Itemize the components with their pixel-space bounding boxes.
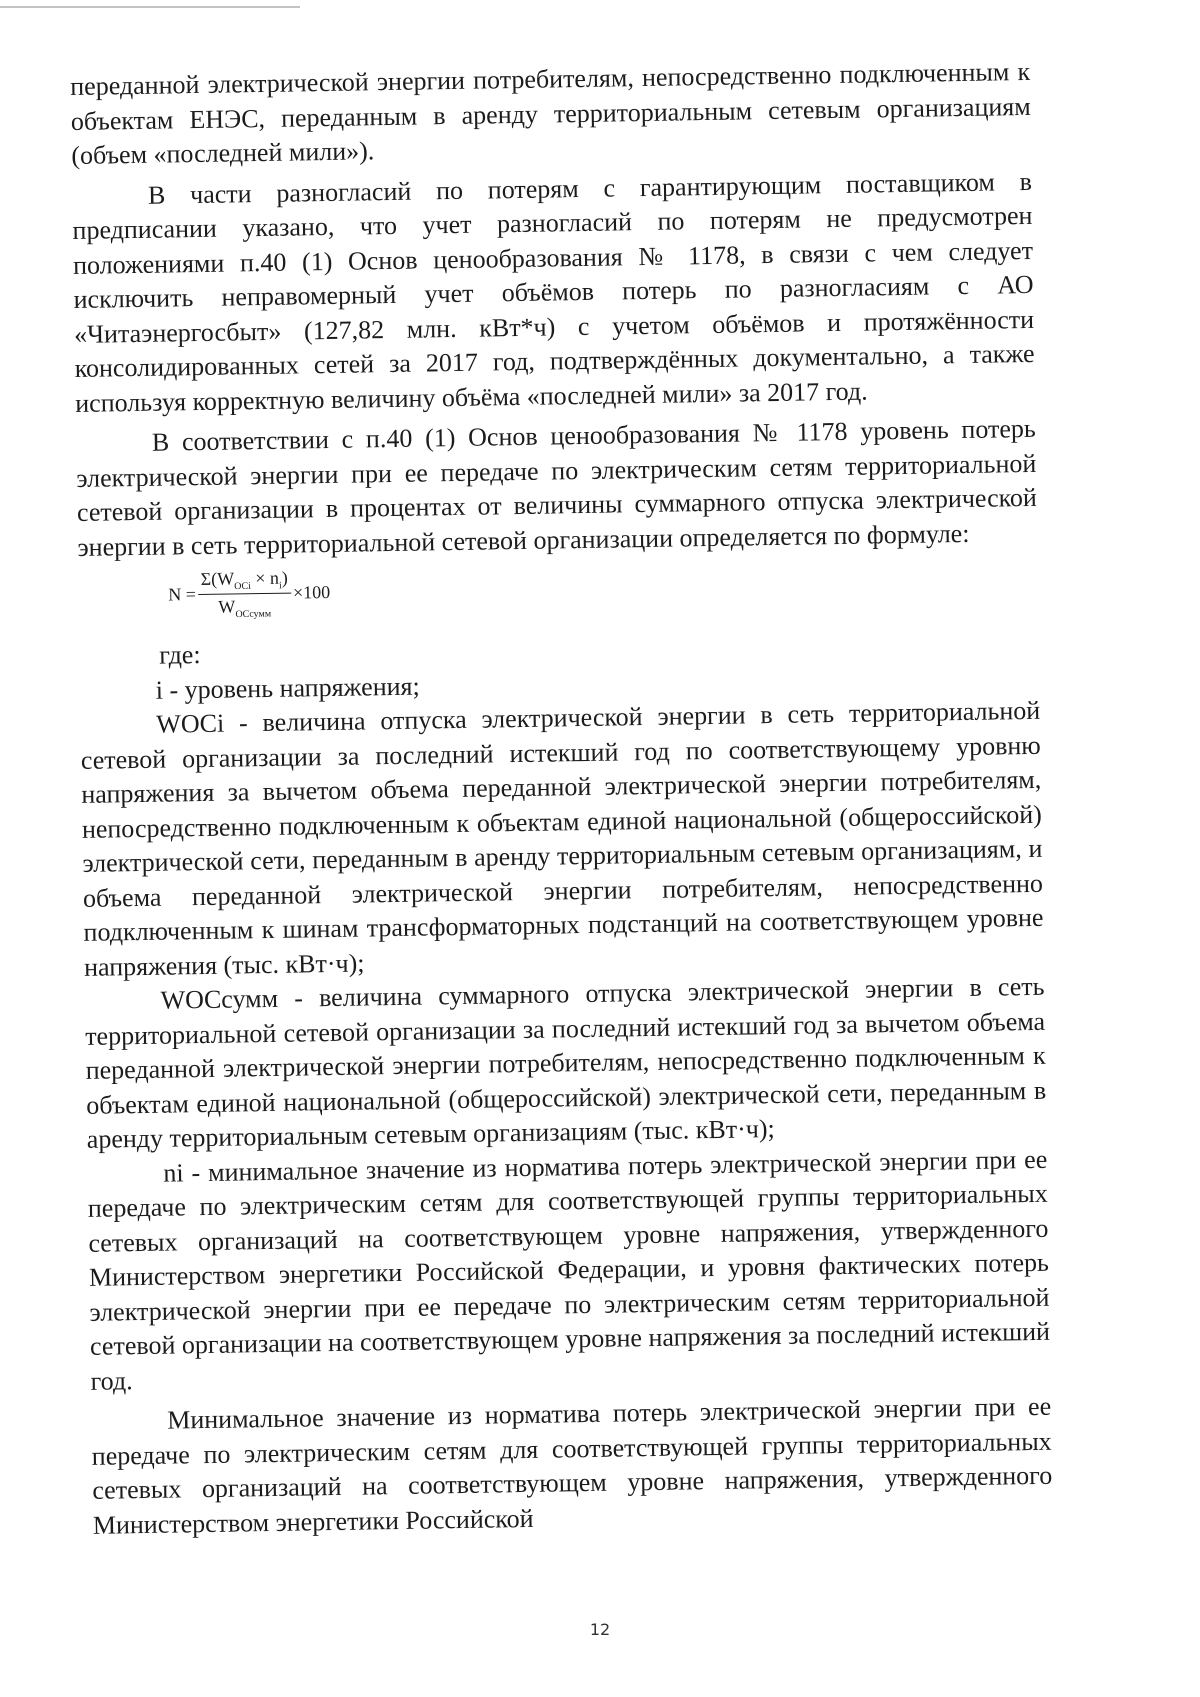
loss-level-formula [168,556,1039,621]
formula-lhs: N = [168,584,197,605]
formula-denominator: $W_{OCсумм}$ [218,596,272,620]
definition-wocsumm: WOCсумм - величина суммарного отпуска электрической энергии в сеть территориальной сетевой организации за последний истекший год за вычетом объема переданной электрической энергии потребителям, непосредственно подключенным к объектам единой национальной (общероссийской) электрической сети, переданным в аренду территориальным сетевым организациям (тыс. кВт·ч); [84,971,1047,1155]
scan-edge-line [0,6,300,8]
definition-woci: WOCi - величина отпуска электрической энергии в сеть территориальной сетевой организации за последний истекший год по соответствующему уровню напряжения за вычетом объема переданной электрической энергии потребителям, непосредственно подключенным к объектам единой национальной (общероссийской) электрической сети, переданным в аренду территориальным сетевым организациям, и объема переданной электрической энергии потребителям, непосредственно подключенным к шинам трансформаторных подстанций на соответствующем уровне напряжения (тыс. кВт·ч); [80,696,1044,982]
paragraph-minimum-value: Минимальное значение из норматива потерь электрической энергии при ее передаче по электрическим сетям для соответствующей группы территориальных сетевых организаций на соответствующем уровне напряжения, утвержденного Министерством энергетики Российской [91,1391,1053,1540]
where-label: где: [158,640,201,670]
document-page [70,55,1053,1543]
definition-ni: ni - минимальное значение из норматива потерь электрической энергии при ее передаче по электрическим сетям для соответствующей группы территориальных сетевых организаций на соответствующем уровне напряжения, утвержденного Министерством энергетики Российской Федерации, и уровня фактических потерь электрической энергии при ее передаче по электрическим сетям территориальной сетевой организации на соответствующем уровне напряжения за последний истекший год. [87,1144,1051,1396]
paragraph-disagreements: В части разногласий по потерям с гарантирующим поставщиком в предписании указано, что учет разногласий по потерям не предусмотрен положениями п.40 (1) Основ ценообразования № 1178, в связи с чем следует исключить неправомерный учет объёмов потерь по разногласиям с АО «Читаэнергосбыт» (127,82 млн. кВт*ч) с учетом объёмов и протяжённости консолидированных сетей за 2017 год, подтверждённых документально, а также используя корректную величину объёма «последней мили» за 2017 год. [72,166,1035,418]
definition-i: i - уровень напряжения; [155,671,420,705]
formula-fraction [198,568,292,621]
paragraph-formula-intro: В соответствии с п.40 (1) Основ ценообразования № 1178 уровень потерь электрической энергии при ее передаче по электрическим сетям территориальной сетевой организации в процентах от величины суммарного отпуска электрической энергии в сеть территориальной сетевой организации определяется по формуле: [76,413,1038,562]
formula-multiplier: ×100 [292,582,331,603]
paragraph-last-mile: переданной электрической энергии потребителям, непосредственно подключенным к объектам ЕНЭС, переданным в аренду территориальным сетевым организациям (объем «последней мили»). [70,56,1031,170]
page-number: 12 [589,1620,611,1639]
formula-numerator: $\Sigma(W_{OCi} \times n_i)$ [198,568,291,595]
